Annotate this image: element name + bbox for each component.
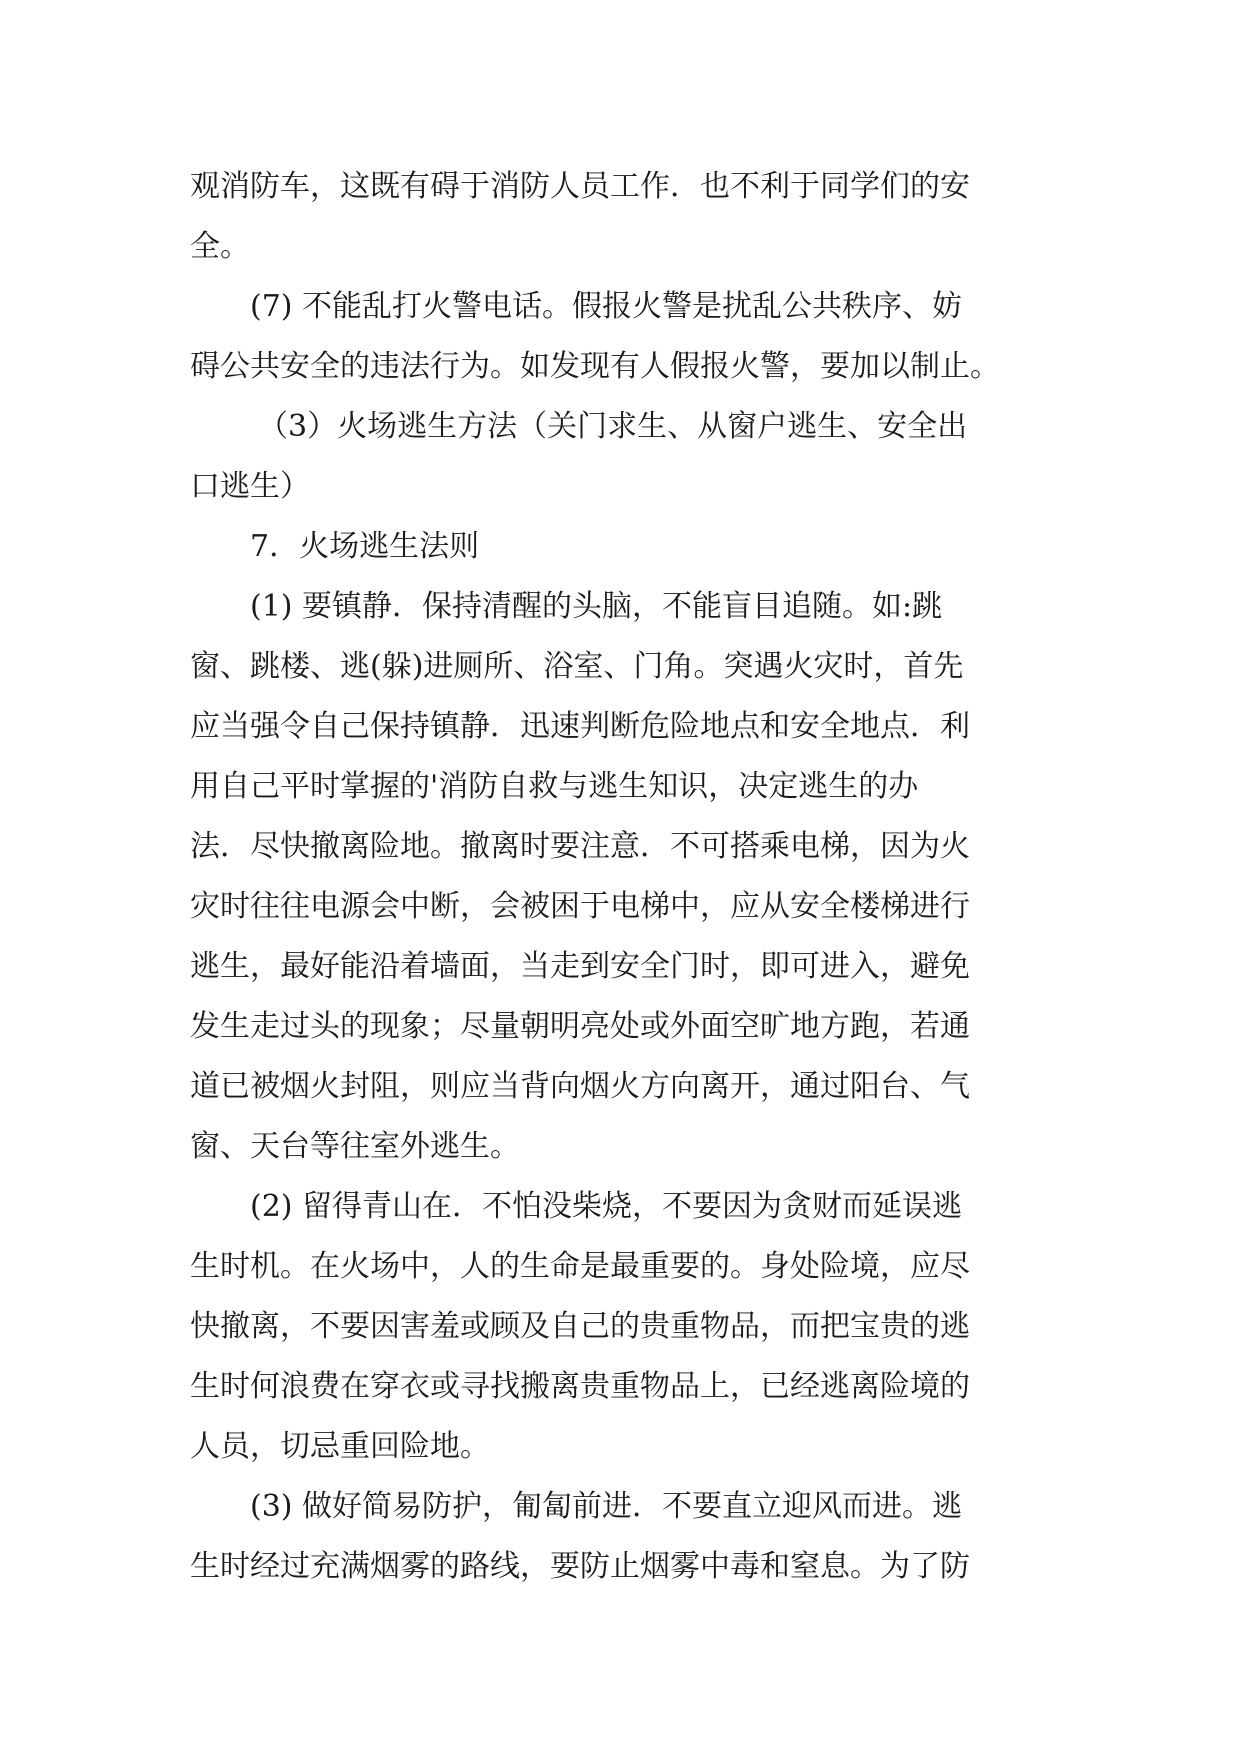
text-line: 观消防车，这既有碍于消防人员工作．也不利于同学们的安 <box>190 169 970 204</box>
text-line: 道已被烟火封阻，则应当背向烟火方向离开，通过阳台、气 <box>190 1069 970 1104</box>
text-line: 快撤离，不要因害羞或顾及自己的贵重物品，而把宝贵的逃 <box>190 1309 970 1344</box>
text-line: (2) 留得青山在．不怕没柴烧，不要因为贪财而延误逃 <box>250 1189 963 1224</box>
document-body <box>190 157 1050 1597</box>
text-line: 人员，切忌重回险地。 <box>190 1429 490 1464</box>
text-line: 用自己平时掌握的'消防自救与逃生知识，决定逃生的办 <box>190 769 919 804</box>
text-line: 灾时往往电源会中断，会被困于电梯中，应从安全楼梯进行 <box>190 889 970 924</box>
text-line: 窗、跳楼、逃(躲)进厕所、浴室、门角。突遇火灾时，首先 <box>190 649 964 684</box>
text-line: 生时经过充满烟雾的路线，要防止烟雾中毒和窒息。为了防 <box>190 1549 970 1584</box>
text-line: 发生走过头的现象；尽量朝明亮处或外面空旷地方跑，若通 <box>190 1009 970 1044</box>
section-heading: 7．火场逃生法则 <box>250 529 480 564</box>
text-line: 应当强令自己保持镇静．迅速判断危险地点和安全地点．利 <box>190 709 970 744</box>
text-line: 逃生，最好能沿着墙面，当走到安全门时，即可进入，避免 <box>190 949 970 984</box>
text-line: 生时机。在火场中，人的生命是最重要的。身处险境，应尽 <box>190 1249 970 1284</box>
text-line: 碍公共安全的违法行为。如发现有人假报火警，要加以制止。 <box>190 349 1000 384</box>
text-line: 窗、天台等往室外逃生。 <box>190 1129 520 1164</box>
text-line: 法．尽快撤离险地。撤离时要注意．不可搭乘电梯，因为火 <box>190 829 970 864</box>
text-line: 全。 <box>190 229 250 264</box>
text-line: 口逃生） <box>190 469 310 504</box>
text-line: (1) 要镇静．保持清醒的头脑，不能盲目追随。如:跳 <box>250 589 943 624</box>
text-line: (7) 不能乱打火警电话。假报火警是扰乱公共秩序、妨 <box>250 289 963 324</box>
text-line: (3) 做好简易防护，匍匐前进．不要直立迎风而进。逃 <box>250 1489 963 1524</box>
section-heading: （3）火场逃生方法（关门求生、从窗户逃生、安全出 <box>258 409 968 444</box>
text-line: 生时何浪费在穿衣或寻找搬离贵重物品上，已经逃离险境的 <box>190 1369 970 1404</box>
